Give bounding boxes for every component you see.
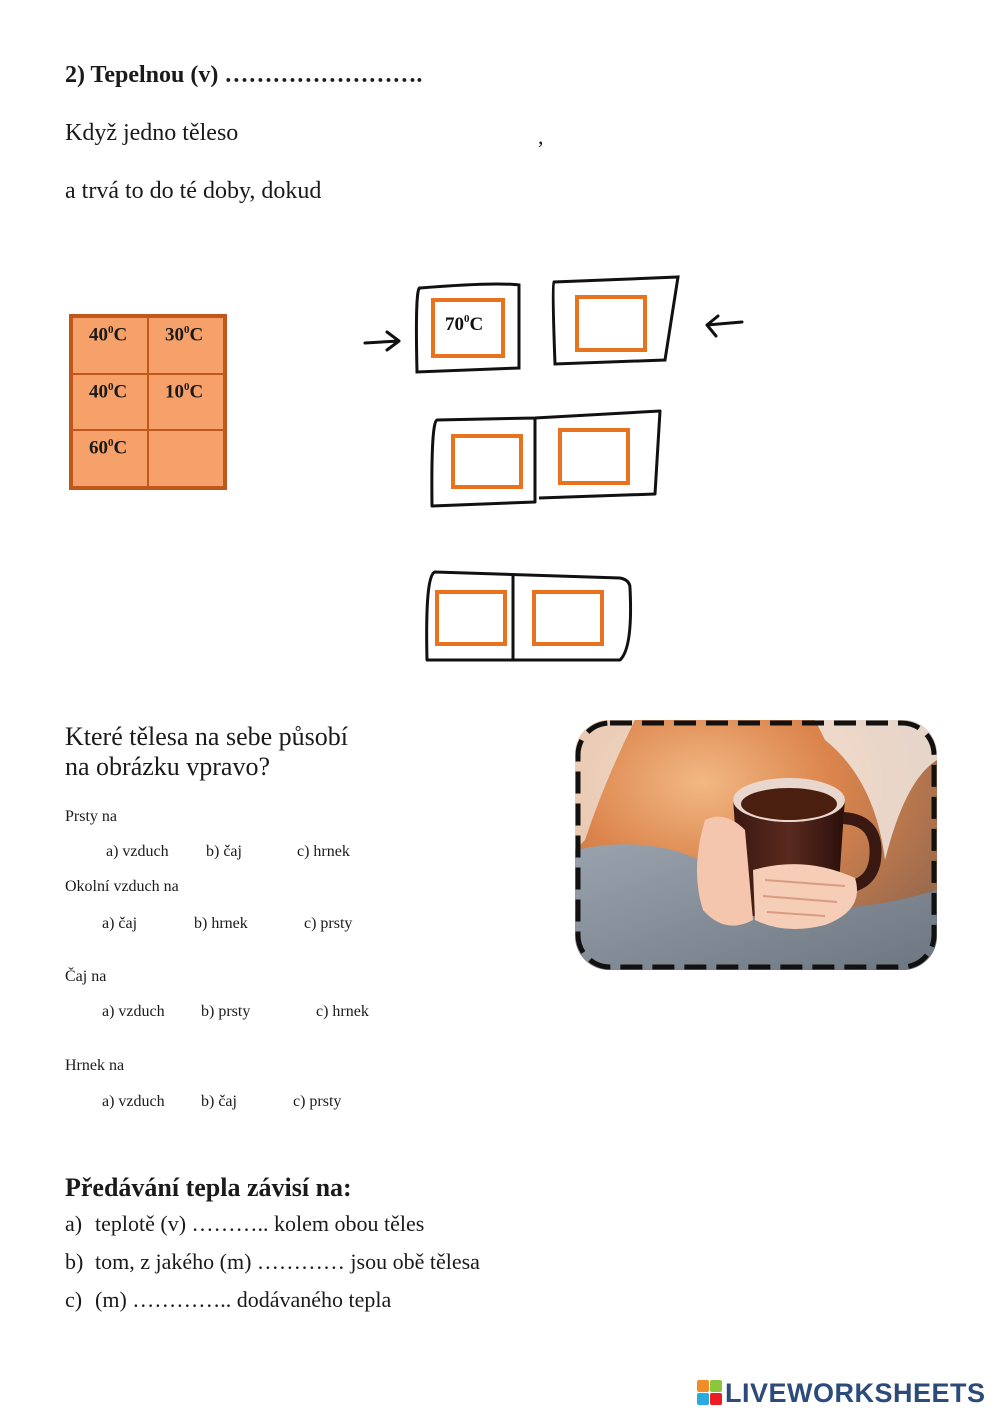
temp-cell: $40^0C$: [72, 317, 148, 374]
question-label: Okolní vzduch na: [65, 878, 179, 895]
sentence-1: Když jedno těleso: [65, 120, 239, 146]
footer-title: Předávání tepla závisí na:: [65, 1173, 352, 1202]
footer-item: c) (m) ………….. dodávaného tepla: [65, 1287, 392, 1312]
diagram-temp-label: $70^0C$: [445, 313, 484, 335]
answer-option[interactable]: b) prsty: [201, 1003, 251, 1020]
temp-cell: $60^0C$: [72, 430, 148, 487]
sentence-2: a trvá to do té doby, dokud: [65, 178, 322, 204]
arrow-left-icon: [707, 316, 742, 336]
slot-middle-right: [560, 430, 628, 483]
question-title: [65, 722, 348, 782]
question-title-line-1: Které tělesa na sebe působí: [65, 722, 349, 751]
body-pair-middle-outline: [432, 411, 660, 506]
footer-item: b) tom, z jakého (m) ………… jsou obě tělesa: [65, 1249, 480, 1274]
temp-cell: $30^0C$: [148, 317, 224, 374]
sentence-1-comma: ,: [538, 124, 544, 149]
answer-option[interactable]: a) vzduch: [102, 1003, 165, 1020]
question-label: Čaj na: [65, 968, 107, 985]
arrow-right-icon: [365, 332, 399, 350]
answer-option[interactable]: c) hrnek: [297, 843, 350, 860]
footer-item: a) teplotě (v) ……….. kolem obou těles: [65, 1211, 425, 1236]
answer-option[interactable]: b) čaj: [201, 1093, 237, 1110]
question-label: Hrnek na: [65, 1057, 125, 1074]
slot-bottom-left: [437, 592, 505, 644]
slot-bottom-right: [534, 592, 602, 644]
heat-transfer-diagram: [355, 268, 755, 668]
brand-name: LIVEWORKSHEETS: [725, 1377, 986, 1408]
temp-cell: $10^0C$: [148, 374, 224, 431]
dashed-frame: [575, 720, 937, 970]
temp-cell-empty[interactable]: [148, 430, 224, 487]
answer-option[interactable]: c) hrnek: [316, 1003, 369, 1020]
question-label: Prsty na: [65, 808, 117, 825]
answer-option[interactable]: a) vzduch: [106, 843, 169, 860]
tea-cup-photo: [575, 720, 937, 970]
answer-option[interactable]: b) čaj: [206, 843, 242, 860]
slot-left-top: [433, 300, 503, 356]
temperature-grid: [69, 314, 227, 490]
answer-option[interactable]: c) prsty: [304, 915, 353, 932]
liveworksheets-logo: [697, 1378, 986, 1408]
slot-right-top: [577, 297, 645, 350]
answer-option[interactable]: b) hrnek: [194, 915, 248, 932]
slot-middle-left: [453, 436, 521, 487]
temp-cell: $40^0C$: [72, 374, 148, 431]
answer-option[interactable]: a) čaj: [102, 915, 138, 932]
section-heading: 2) Tepelnou (v) …………………….: [65, 62, 423, 88]
answer-option[interactable]: a) vzduch: [102, 1093, 165, 1110]
logo-badge-icon: [697, 1380, 723, 1406]
question-title-line-2: na obrázku vpravo?: [65, 752, 271, 781]
body-pair-bottom-outline: [427, 572, 631, 660]
answer-option[interactable]: c) prsty: [293, 1093, 342, 1110]
